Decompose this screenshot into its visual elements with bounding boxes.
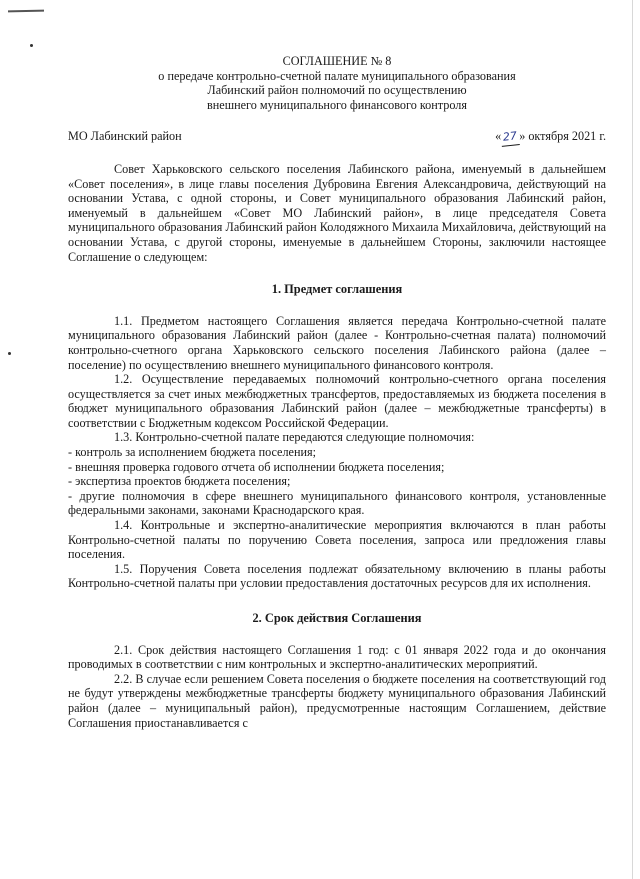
power-item: - другие полномочия в сфере внешнего муниципального финансового контроля, установленные федеральными законами, законами Краснодарского края. bbox=[68, 488, 606, 518]
document-title bbox=[68, 54, 606, 112]
preamble: Совет Харьковского сельского поселения Лабинского района, именуемый в дальнейшем «Совет поселения», в лице главы поселения Дубровина Евгения Александровича, действующий на основании Устава, с одной стороны, и Совет муниципального образования Лабинский район, именуемый в дальнейшем «Совет МО Лабинский район», в лице председателя Совета муниципального образования Лабинский район Колодяжного Михаила Михайловича, действующий на основании Устава, с другой стороны, именуемые в дальнейшем Стороны, заключили настоящее Соглашение о следующем: bbox=[68, 161, 606, 264]
place-and-date bbox=[68, 129, 606, 146]
power-item: - внешняя проверка годового отчета об исполнении бюджета поселения; bbox=[68, 459, 445, 474]
clause-1-4: 1.4. Контрольные и экспертно-аналитические мероприятия включаются в план работы Контрольно-счетной палаты по поручению Совета поселения, запроса или предложения главы поселения. bbox=[68, 518, 606, 562]
power-item: - экспертиза проектов бюджета поселения; bbox=[68, 474, 291, 489]
section-heading: 1. Предмет соглашения bbox=[271, 282, 403, 297]
scan-artifact bbox=[8, 10, 44, 13]
date: «27» октября 2021 г. bbox=[495, 129, 606, 146]
clause-1-1: 1.1. Предметом настоящего Соглашения является передача Контрольно-счетной палате муниципального образования Лабинский район (далее - Контрольно-счетная палата) полномочий контрольно-счетного органа Харьковского сельского поселения Лабинского района (далее – поселение) по осуществлению внешнего муниципального финансового контроля. bbox=[68, 313, 606, 372]
agreement-subject-line: о передаче контрольно-счетной палате муниципального образования bbox=[158, 68, 516, 83]
scan-artifact bbox=[30, 44, 33, 47]
clause-2-1: 2.1. Срок действия настоящего Соглашения 1 год: с 01 января 2022 года и до окончания проводимых в соответствии с ним контрольных и экспертно-аналитических мероприятий. bbox=[68, 642, 606, 672]
clause-2-2: 2.2. В случае если решением Совета поселения о бюджете поселения на соответствующий год не будут утверждены межбюджетные трансферты бюджету муниципального образования Лабинский район (далее – муниципальный район), предусмотренные настоящим Соглашением, действие Соглашения приостанавливается с bbox=[68, 671, 606, 730]
handwritten-day: 27 bbox=[500, 129, 520, 146]
agreement-number: СОГЛАШЕНИЕ № 8 bbox=[282, 54, 392, 68]
page-edge bbox=[632, 0, 633, 879]
scan-artifact bbox=[8, 352, 11, 355]
clause-1-3: 1.3. Контрольно-счетной палате передаются следующие полномочия: bbox=[114, 430, 475, 445]
clause-1-2: 1.2. Осуществление передаваемых полномочий контрольно-счетного органа поселения осуществляется за счет иных межбюджетных трансфертов, предоставляемых из бюджета поселения в бюджет муниципального образования Лабинский район (далее – межбюджетные трансферты) в соответствии с Бюджетным кодексом Российской Федерации. bbox=[68, 372, 606, 430]
power-item: - контроль за исполнением бюджета поселения; bbox=[68, 445, 316, 460]
clause-1-5: 1.5. Поручения Совета поселения подлежат обязательному включению в планы работы Контрольно-счетной палаты при условии предоставления достаточных ресурсов для их исполнения. bbox=[68, 561, 606, 591]
section-heading: 2. Срок действия Соглашения bbox=[252, 611, 422, 625]
place: МО Лабинский район bbox=[68, 129, 182, 144]
agreement-subject-line: Лабинский район полномочий по осуществлению bbox=[207, 83, 467, 98]
agreement-subject-line: внешнего муниципального финансового контроля bbox=[207, 97, 467, 112]
